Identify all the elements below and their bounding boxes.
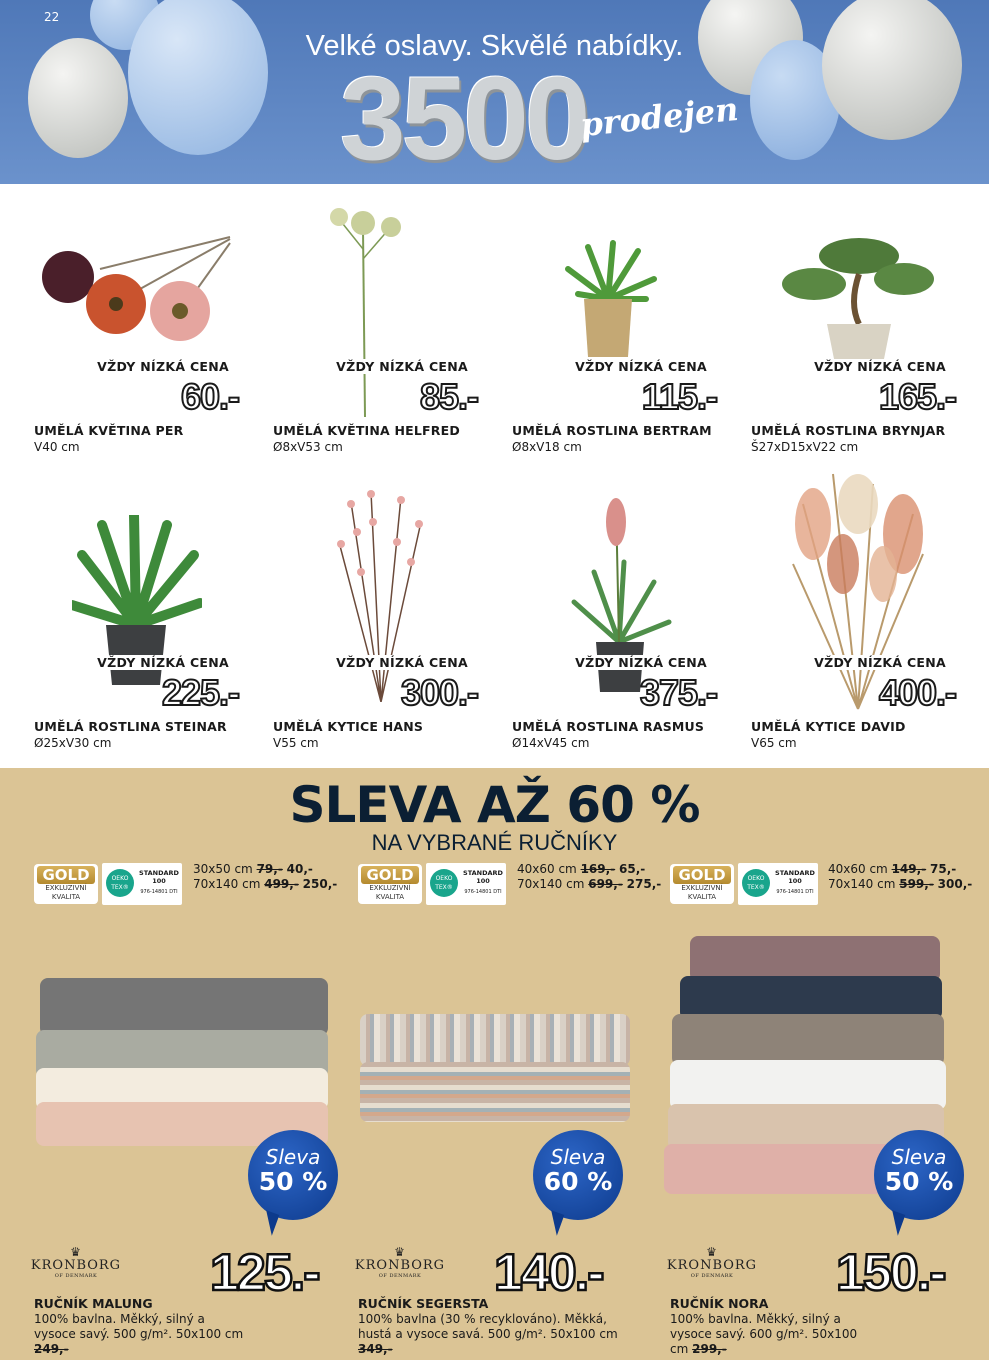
helfred-flower-image [319,199,419,419]
crown-icon: ♛ [70,1245,82,1259]
towel-name: RUČNÍK NORA [670,1296,769,1311]
product-card[interactable] [478,184,717,474]
towel-name: RUČNÍK SEGERSTA [358,1296,489,1311]
product-price: 60.- [180,376,239,417]
price-tag-label: VŽDY NÍZKÁ CENA [97,359,229,374]
crown-icon: ♛ [394,1245,406,1259]
product-dimensions: Ø25xV30 cm [34,736,112,750]
product-card[interactable] [0,184,239,474]
towel-description: 100% bavlna (30 % recyklováno). Měkká, hustá a vysoce savá. 500 g/m². 50x100 cm 349,- [358,1312,618,1356]
price-tag-label: VŽDY NÍZKÁ CENA [814,359,946,374]
towel-name: RUČNÍK MALUNG [34,1296,153,1311]
towel-description: 100% bavlna. Měkký, silný a vysoce savý. 500 g/m². 50x100 cm 249,- [34,1312,244,1356]
price-tag-label: VŽDY NÍZKÁ CENA [575,359,707,374]
product-name: UMĚLÁ KVĚTINA PER [34,423,184,438]
banner-tagline: Velké oslavy. Skvělé nabídky. [305,30,684,62]
product-price: 400.- [878,672,956,713]
product-card[interactable] [478,480,717,770]
silver-balloon-image [822,0,962,140]
product-name: UMĚLÁ KYTICE DAVID [751,719,906,734]
towel-price: 140.- [494,1244,603,1302]
bonsai-plant-image [779,234,939,364]
price-tag-label: VŽDY NÍZKÁ CENA [336,359,468,374]
product-dimensions: V40 cm [34,440,80,454]
crown-icon: ♛ [706,1245,718,1259]
towel-description: 100% bavlna. Měkký, silný a vysoce savý. 600 g/m². 50x100 cm 299,- [670,1312,858,1356]
size-price-list: 40x60 cm 149,- 75,- 70x140 cm 599,- 300,- [828,862,973,891]
banner-script-word: prodejen [578,89,741,145]
size-price-list: 40x60 cm 169,- 65,- 70x140 cm 699,- 275,- [517,862,662,891]
oeko-tex-badge: OEKO TEX® STANDARD 100 976-14801 DTI [738,863,818,905]
price-tag-label: VŽDY NÍZKÁ CENA [575,655,707,670]
product-name: UMĚLÁ ROSTLINA STEINAR [34,719,227,734]
product-dimensions: V55 cm [273,736,319,750]
product-name: UMĚLÁ KVĚTINA HELFRED [273,423,460,438]
page-number: 22 [44,10,60,24]
bertram-plant-image [558,239,658,359]
kronborg-logo: ♛ KRONBORG OF DENMARK [30,1245,122,1279]
promo-banner [0,0,989,184]
discount-bubble: Sleva 50 % [248,1130,338,1220]
oeko-tex-badge: OEKO TEX® STANDARD 100 976-14801 DTI [426,863,506,905]
gold-quality-badge: GOLD EXKLUZIVNÍ KVALITA [670,864,734,904]
product-name: UMĚLÁ KYTICE HANS [273,719,424,734]
product-name: UMĚLÁ ROSTLINA BERTRAM [512,423,712,438]
product-card[interactable] [0,480,239,770]
product-dimensions: Ø8xV53 cm [273,440,343,454]
product-dimensions: Ø8xV18 cm [512,440,582,454]
oeko-tex-badge: OEKO TEX® STANDARD 100 976-14801 DTI [102,863,182,905]
towel-price: 150.- [836,1244,945,1302]
price-tag-label: VŽDY NÍZKÁ CENA [814,655,946,670]
sale-headline: SLEVA AŽ 60 % [289,776,700,834]
towel-sale-section [0,768,989,1360]
product-name: UMĚLÁ ROSTLINA RASMUS [512,719,705,734]
product-price: 375.- [639,672,717,713]
product-name: UMĚLÁ ROSTLINA BRYNJAR [751,423,946,438]
product-price: 115.- [641,376,717,417]
gold-quality-badge: GOLD EXKLUZIVNÍ KVALITA [34,864,98,904]
poppy-flowers-image [40,229,240,349]
product-price: 225.- [161,672,239,713]
towel-price: 125.- [210,1244,319,1302]
product-card[interactable] [239,480,478,770]
size-price-list: 30x50 cm 79,- 40,- 70x140 cm 499,- 250,- [193,862,338,891]
product-dimensions: V65 cm [751,736,797,750]
discount-bubble: Sleva 60 % [533,1130,623,1220]
kronborg-logo: ♛ KRONBORG OF DENMARK [666,1245,758,1279]
product-price: 165.- [878,376,956,417]
rasmus-plant-image [564,492,674,702]
product-price: 300.- [400,672,478,713]
discount-bubble: Sleva 50 % [874,1130,964,1220]
gold-quality-badge: GOLD EXKLUZIVNÍ KVALITA [358,864,422,904]
price-tag-label: VŽDY NÍZKÁ CENA [336,655,468,670]
product-card[interactable] [717,480,956,770]
product-price: 85.- [419,376,478,417]
product-card[interactable] [717,184,956,474]
globe-balloon-image [128,0,268,155]
product-dimensions: Š27xD15xV22 cm [751,440,859,454]
banner-big-number: 3500 [340,53,587,184]
product-card[interactable] [239,184,478,474]
kronborg-logo: ♛ KRONBORG OF DENMARK [354,1245,446,1279]
price-tag-label: VŽDY NÍZKÁ CENA [97,655,229,670]
product-dimensions: Ø14xV45 cm [512,736,590,750]
plant-grid [0,184,989,768]
sale-subheadline: NA VYBRANÉ RUČNÍKY [371,830,618,855]
